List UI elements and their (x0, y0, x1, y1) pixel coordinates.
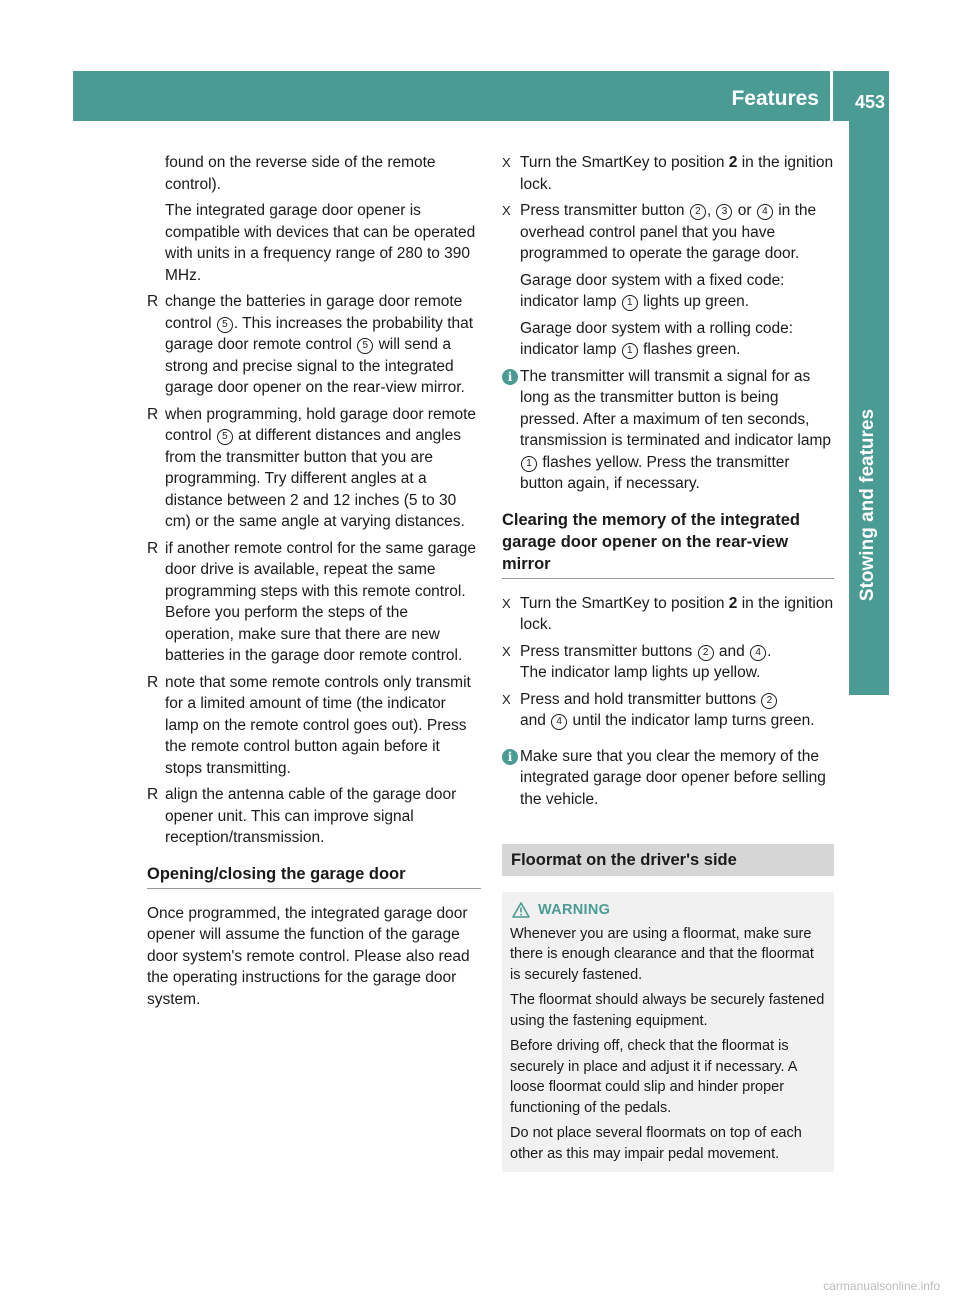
paragraph-rolling-code: Garage door system with a rolling code: indicator lamp 1 flashes green. (520, 319, 794, 358)
warning-triangle-icon (512, 902, 530, 918)
bullet-marker: R (147, 293, 159, 310)
bullet-another-remote: R if another remote control for the same garage door drive is available, repeat the same programming steps with this remote control. Before you perform the steps of the operation, make sure that there are new batteries in the garage door remote control. (147, 539, 477, 664)
watermark: carmanualsonline.info (823, 1279, 940, 1293)
bullet-marker: R (147, 405, 159, 423)
warning-paragraph: Do not place several floormats on top of each other as this may impair pedal movement. (510, 1125, 802, 1162)
heading-clearing-memory: Clearing the memory of the integrated garage door opener on the rear-view mirror (502, 509, 834, 579)
bullet-antenna: R align the antenna cable of the garage door opener unit. This can improve signal reception/transmission. (147, 786, 457, 846)
step-clear-turn-smartkey: X Turn the SmartKey to position 2 in the ignition lock. (502, 594, 834, 633)
chapter-side-label: Stowing and features (857, 408, 878, 602)
step-turn-smartkey: X Turn the SmartKey to position 2 in the ignition lock. (502, 154, 834, 193)
callout-3-icon: 3 (716, 204, 732, 220)
bullet-change-batteries: R change the batteries in garage door remote control 5 . This increases the probability that garage door remote control 5 will send a strong and precise signal to the integrated garage door opener on the rear-view mirror. (147, 293, 474, 396)
step-marker: X (502, 691, 511, 707)
warning-header (510, 900, 827, 921)
callout-1-icon: 1 (622, 343, 638, 359)
bullet-marker: R (147, 539, 159, 557)
paragraph-compatible: The integrated garage door opener is compatible with devices that can be operated with units in a frequency range of 280 to 390 MHz. (165, 202, 476, 284)
section-floormat-title: Floormat on the driver's side (502, 844, 834, 876)
note-clear-memory: i Make sure that you clear the memory of the integrated garage door opener before selling the vehicle. (502, 746, 834, 811)
bullet-marker: R (147, 786, 159, 803)
warning-label: WARNING (538, 902, 611, 918)
page-section-title: Features (731, 87, 819, 110)
callout-2-icon: 2 (761, 693, 777, 709)
step-marker: X (502, 155, 511, 170)
chapter-side-marker (849, 640, 889, 695)
right-column (502, 152, 834, 1172)
callout-2-icon: 2 (690, 204, 706, 220)
left-column (147, 152, 481, 1015)
callout-5-icon: 5 (217, 317, 233, 333)
page-header-bar (73, 71, 889, 121)
heading-opening-closing: Opening/closing the garage door (147, 863, 481, 889)
info-icon: i (502, 749, 518, 765)
warning-paragraph: The floormat should always be securely fastened using the fastening equipment. (510, 992, 825, 1029)
step-marker: X (502, 595, 511, 611)
paragraph-once-programmed: Once programmed, the integrated garage door opener will assume the function of the garage door system's remote control. Please also read the operating instructions for the garage door system. (147, 904, 470, 1008)
callout-4-icon: 4 (750, 645, 766, 661)
info-icon: i (502, 369, 518, 385)
bullet-marker: R (147, 673, 159, 691)
paragraph-continued: found on the reverse side of the remote control). (165, 154, 436, 193)
step-marker: X (502, 203, 511, 218)
paragraph-fixed-code: Garage door system with a fixed code: indicator lamp 1 lights up green. (520, 271, 785, 310)
callout-5-icon: 5 (217, 429, 233, 445)
warning-paragraph: Whenever you are using a floormat, make sure there is enough clearance and that the floormat is securely fastened. (510, 925, 814, 983)
callout-1-icon: 1 (521, 456, 537, 472)
step-marker: X (502, 643, 511, 659)
warning-paragraph: Before driving off, check that the floormat is securely in place and adjust it if necessary. A loose floormat could slip and hinder proper functioning of the pedals. (510, 1038, 797, 1116)
callout-4-icon: 4 (551, 714, 567, 730)
callout-1-icon: 1 (622, 295, 638, 311)
bullet-limited-time: R note that some remote controls only transmit for a limited amount of time (the indicator lamp on the remote control goes out). Press the remote control button again before it stops transmitting. (147, 673, 471, 777)
callout-4-icon: 4 (757, 204, 773, 220)
callout-2-icon: 2 (698, 645, 714, 661)
bullet-distances: R when programming, hold garage door remote control 5 at different distances and angles from the transmitter button that you are programming. Try different angles at a distance between 2 and 12 inches (5 to 30 cm) or the same angle at varying distances. (147, 405, 477, 530)
warning-box (502, 892, 834, 1172)
step-clear-press-buttons: X Press transmitter buttons 2 and 4 . The indicator lamp lights up yellow. (502, 642, 772, 681)
step-press-transmitter: X Press transmitter button 2 , 3 or 4 in the overhead control panel that you have programmed to operate the garage door. (502, 202, 817, 262)
note-transmitter: i The transmitter will transmit a signal for as long as the transmitter button is being pressed. After a maximum of ten seconds, transmission is terminated and indicator lamp 1 flashes yellow. Press the transmitter button again, if necessary. (502, 366, 834, 495)
page-number: 453 (854, 92, 885, 112)
callout-5-icon: 5 (357, 338, 373, 354)
header-divider (830, 71, 833, 121)
step-clear-hold-buttons: X Press and hold transmitter buttons 2 and 4 until the indicator lamp turns green. (502, 690, 815, 729)
